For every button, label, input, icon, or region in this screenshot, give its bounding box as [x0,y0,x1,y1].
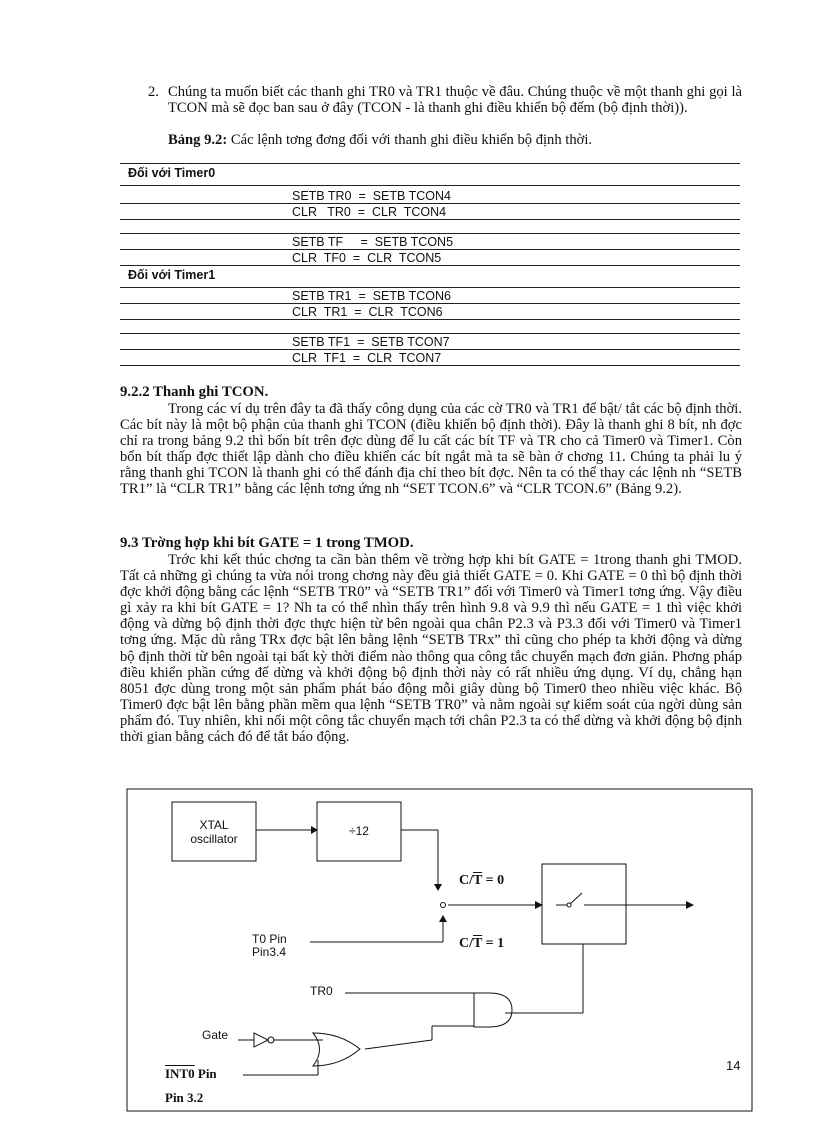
timer0-row: SETB TF = SETB TCON5 [292,235,454,249]
timer1-row: SETB TF1 = SETB TCON7 [292,335,450,349]
xtal-label-line2: oscillator [190,832,238,846]
table-caption-label: Bảng 9.2: [168,132,228,148]
section-922-heading: 9.2.2 Thanh ghi TCON. [120,384,269,400]
section-93-body: Trớc khi kết thúc chơng ta cần bàn thêm về trờng hợp khi bít GATE = 1trong thanh ghi TMOD. Tất cả những gì chúng ta vừa nói trong chơng này đều giả thiết GATE = 0. Khi GATE = 0 thì bộ định thời đợc khởi động bằng các lệnh “SETB TR0” và “SETB TR1” đối với Timer0 và Timer1 tơng ứng. Vậy điều gì xảy ra khi bít GATE = 1? Nh ta có thể nhìn thấy trên hình 9.8 và 9.9 thì nếu GATE = 1 thì việc khởi động và dừng bộ định thời đợc thực hiện từ bên ngoài qua chân P2.3 và P3.3 đối với Timer0 và Timer1 tơng ứng. Mặc dù rằng TRx đợc bật lên bằng lệnh “SETB TRx” thì cũng cho phép ta khởi động và dừng bộ định thời từ bên ngoài tại bất kỳ thời điểm nào thông qua công tắc chuyển mạch đơn giản. Phơng pháp điều khiển phần cứng để dừng và khởi động bộ định thời này có rất nhiều ứng dụng. Ví dụ, chẳng hạn 8051 đợc dùng trong một sản phẩm phát báo động mỗi giây dùng bộ Timer0 theo nhiều việc khác. Bộ Timer0 đợc bật lên bằng phần mềm qua lệnh “SETB TR0” và nằm ngoài sự kiểm soát của ngời dùng sản phẩm đó. Tuy nhiên, khi nối một công tắc chuyển mạch tới chân P2.3 ta có thể dừng và khởi động bộ định thời gian bằng cách đó để tắt báo động. [120,552,742,746]
gate-label: Gate [202,1028,229,1042]
t0pin-label [252,933,287,959]
xtal-label-line1: XTAL [199,818,229,832]
item2-text: Chúng ta muốn biết các thanh ghi TR0 và TR1 thuộc về đâu. Chúng thuộc về một thanh ghi gọi là TCON mà sẽ đọc ban sau ở đây (TCON - là thanh ghi điều khiển bộ đếm (bộ định thời)). [168,84,742,117]
switch-box [542,864,626,944]
ct1-label: $C/\overline{T} = 1$ [459,936,505,951]
divider-label: ÷12 [349,824,369,838]
timer1-header: Đối với Timer1 [128,268,216,282]
int0-pin-label: INT0 Pin [165,1066,217,1081]
section-93-heading: 9.3 Trờng hợp khi bít GATE = 1 trong TMOD. [120,535,414,551]
t0pin-line2: Pin3.4 [252,945,287,959]
timer1-row: SETB TR1 = SETB TCON6 [292,289,451,303]
ct0-label: $C/\overline{T} = 0$ [459,873,505,888]
list-number: 2. [148,84,159,100]
pin32-label: Pin 3.2 [165,1090,204,1105]
xtal-label [172,818,256,846]
section-922-body: Trong các ví dụ trên đây ta đã thấy công dụng của các cờ TR0 và TR1 để bật/ tắt các bộ định thời. Các bít này là một bộ phận của thanh ghi TCON (điều khiển bộ định thời). Đây là thanh ghi 8 bít, nh đợc chỉ ra trong bảng 9.2 thì bốn bít trên đợc dùng để lu cất các bít TF và TR cho cả Timer0 và Timer1. Còn bốn bít thấp đợc thiết lập dành cho điều khiển các bít ngắt mà ta sẽ bàn ở chơng 11. Chúng ta phải lu ý rằng thanh ghi TCON là thanh ghi có thể đánh địa chỉ theo bít đợc. Nên ta có thể thay các lệnh nh “SETB TR1” là “CLR TR1” bằng các lệnh tơng ứng nh “SET TCON.6” và “CLR TCON.6” (Bảng 9.2). [120,401,742,498]
timer0-row: SETB TR0 = SETB TCON4 [292,189,451,203]
page-number: 14 [726,1058,741,1073]
timer0-row: CLR TR0 = CLR TCON4 [292,205,447,219]
tr0-label: TR0 [310,984,333,998]
timer1-row: CLR TR1 = CLR TCON6 [292,305,443,319]
timer0-header: Đối với Timer0 [128,166,216,180]
t0pin-line1: T0 Pin [252,932,287,946]
timer0-row: CLR TF0 = CLR TCON5 [292,251,442,265]
table-caption-text: Các lệnh tơng đơng đối với thanh ghi điều khiển bộ định thời. [230,132,593,148]
timer1-row: CLR TF1 = CLR TCON7 [292,351,442,365]
